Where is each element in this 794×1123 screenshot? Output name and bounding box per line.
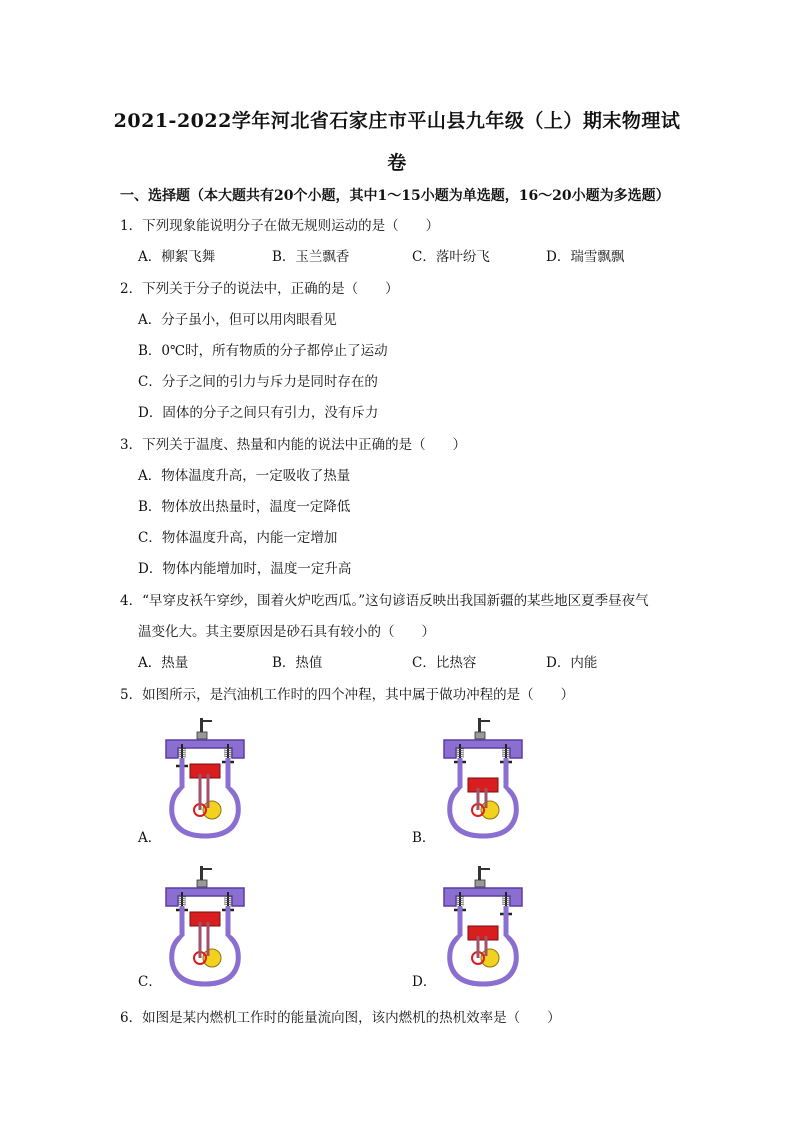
question-6-stem: 6．如图是某内燃机工作时的能量流向图，该内燃机的热机效率是（ ） <box>120 1010 561 1026</box>
exhaust-spring-coil <box>224 754 232 755</box>
intake-spring-coil <box>456 750 464 751</box>
page-title-line-1: 2021-2022学年河北省石家庄市平山县九年级（上）期末物理试 <box>113 110 681 132</box>
question-2-option-a: A．分子虽小，但可以用肉眼看见 <box>138 312 337 328</box>
engine-d-svg <box>438 866 528 988</box>
question-2-stem: 2．下列关于分子的说法中，正确的是（ ） <box>120 281 399 297</box>
intake-spring-coil <box>456 898 464 899</box>
question-5-label-b: B． <box>412 830 436 846</box>
engine-d-figure <box>444 866 522 984</box>
question-3-option-a: A．物体温度升高，一定吸收了热量 <box>138 468 351 484</box>
intake-spring-coil <box>456 904 464 905</box>
piston <box>190 764 220 778</box>
piston <box>468 926 498 940</box>
question-4-option-d: D．内能 <box>546 655 598 671</box>
intake-spring-coil <box>456 900 464 901</box>
question-4-stem-line-2: 温变化大。其主要原因是砂石具有较小的（ ） <box>138 624 435 640</box>
exhaust-spring-coil <box>224 750 232 751</box>
engine-diagram-b <box>438 718 528 844</box>
intake-spring-coil <box>456 752 464 753</box>
intake-spring-coil <box>178 900 186 901</box>
intake-spring-coil <box>178 756 186 757</box>
exhaust-spring-coil <box>502 900 510 901</box>
intake-spring-coil <box>178 752 186 753</box>
piston <box>468 778 498 792</box>
engine-c-svg <box>160 866 250 988</box>
cylinder-head <box>166 740 244 758</box>
question-3-option-b: B．物体放出热量时，温度一定降低 <box>138 499 351 515</box>
question-3-stem: 3．下列关于温度、热量和内能的说法中正确的是（ ） <box>120 437 467 453</box>
exhaust-spring-coil <box>502 750 510 751</box>
intake-spring-coil <box>456 754 464 755</box>
exhaust-spring-coil <box>502 756 510 757</box>
question-1-option-b: B．玉兰飘香 <box>272 249 350 265</box>
question-2-option-b: B．0℃时，所有物质的分子都停止了运动 <box>138 343 388 359</box>
intake-spring-coil <box>178 754 186 755</box>
exhaust-spring-coil <box>502 898 510 899</box>
exhaust-spring-coil <box>224 756 232 757</box>
engine-a-svg <box>160 718 250 840</box>
exhaust-spring-coil <box>502 754 510 755</box>
spark-plug-wire <box>480 868 490 870</box>
section-heading: 一、选择题（本大题共有20个小题，其中1～15小题为单选题，16～20小题为多选题） <box>120 188 670 204</box>
question-1-option-c: C．落叶纷飞 <box>412 249 490 265</box>
question-3-option-c: C．物体温度升高，内能一定增加 <box>138 530 338 546</box>
intake-spring-coil <box>456 756 464 757</box>
cylinder-head <box>166 888 244 906</box>
question-4-option-b: B．热值 <box>272 655 323 671</box>
engine-c-figure <box>166 866 244 984</box>
spark-plug-body <box>197 732 207 739</box>
question-4-option-a: A．热量 <box>138 655 189 671</box>
engine-b-svg <box>438 718 528 840</box>
spark-plug-body <box>475 880 485 887</box>
cylinder-head <box>444 888 522 906</box>
spark-plug-body <box>475 732 485 739</box>
exhaust-spring-coil <box>502 752 510 753</box>
engine-a-figure <box>166 718 244 836</box>
cylinder-head <box>444 740 522 758</box>
question-2-option-c: C．分子之间的引力与斥力是同时存在的 <box>138 374 378 390</box>
engine-diagram-a <box>160 718 250 844</box>
exhaust-spring-coil <box>224 902 232 903</box>
intake-spring-coil <box>456 902 464 903</box>
question-4-stem-line-1: 4．“早穿皮袄午穿纱，围着火炉吃西瓜。”这句谚语反映出我国新疆的某些地区夏季昼夜气 <box>120 593 649 609</box>
question-1-option-a: A．柳絮飞舞 <box>138 249 216 265</box>
piston <box>190 912 220 926</box>
question-5-label-d: D． <box>412 974 437 990</box>
exhaust-spring-coil <box>224 898 232 899</box>
exhaust-spring-coil <box>224 904 232 905</box>
engine-diagram-c <box>160 866 250 992</box>
exhaust-spring-coil <box>224 900 232 901</box>
question-2-option-d: D．固体的分子之间只有引力，没有斥力 <box>138 405 379 421</box>
exhaust-spring-coil <box>502 904 510 905</box>
question-5-label-c: C． <box>138 974 162 990</box>
question-1-option-d: D．瑞雪飘飘 <box>546 249 625 265</box>
question-5-label-a: A． <box>138 830 162 846</box>
question-4-option-c: C．比热容 <box>412 655 477 671</box>
question-1-stem: 1．下列现象能说明分子在做无规则运动的是（ ） <box>120 218 440 234</box>
spark-plug-body <box>197 880 207 887</box>
intake-spring-coil <box>178 904 186 905</box>
spark-plug-wire <box>202 868 212 870</box>
question-5-stem: 5．如图所示，是汽油机工作时的四个冲程，其中属于做功冲程的是（ ） <box>120 687 575 703</box>
spark-plug-wire <box>480 720 490 722</box>
intake-spring-coil <box>178 898 186 899</box>
spark-plug-wire <box>202 720 212 722</box>
intake-spring-coil <box>178 750 186 751</box>
engine-b-figure <box>444 718 522 836</box>
page-title-line-2: 卷 <box>387 152 407 174</box>
question-3-option-d: D．物体内能增加时，温度一定升高 <box>138 561 352 577</box>
intake-spring-coil <box>178 902 186 903</box>
exhaust-spring-coil <box>224 752 232 753</box>
exhaust-spring-coil <box>502 902 510 903</box>
engine-diagram-d <box>438 866 528 992</box>
